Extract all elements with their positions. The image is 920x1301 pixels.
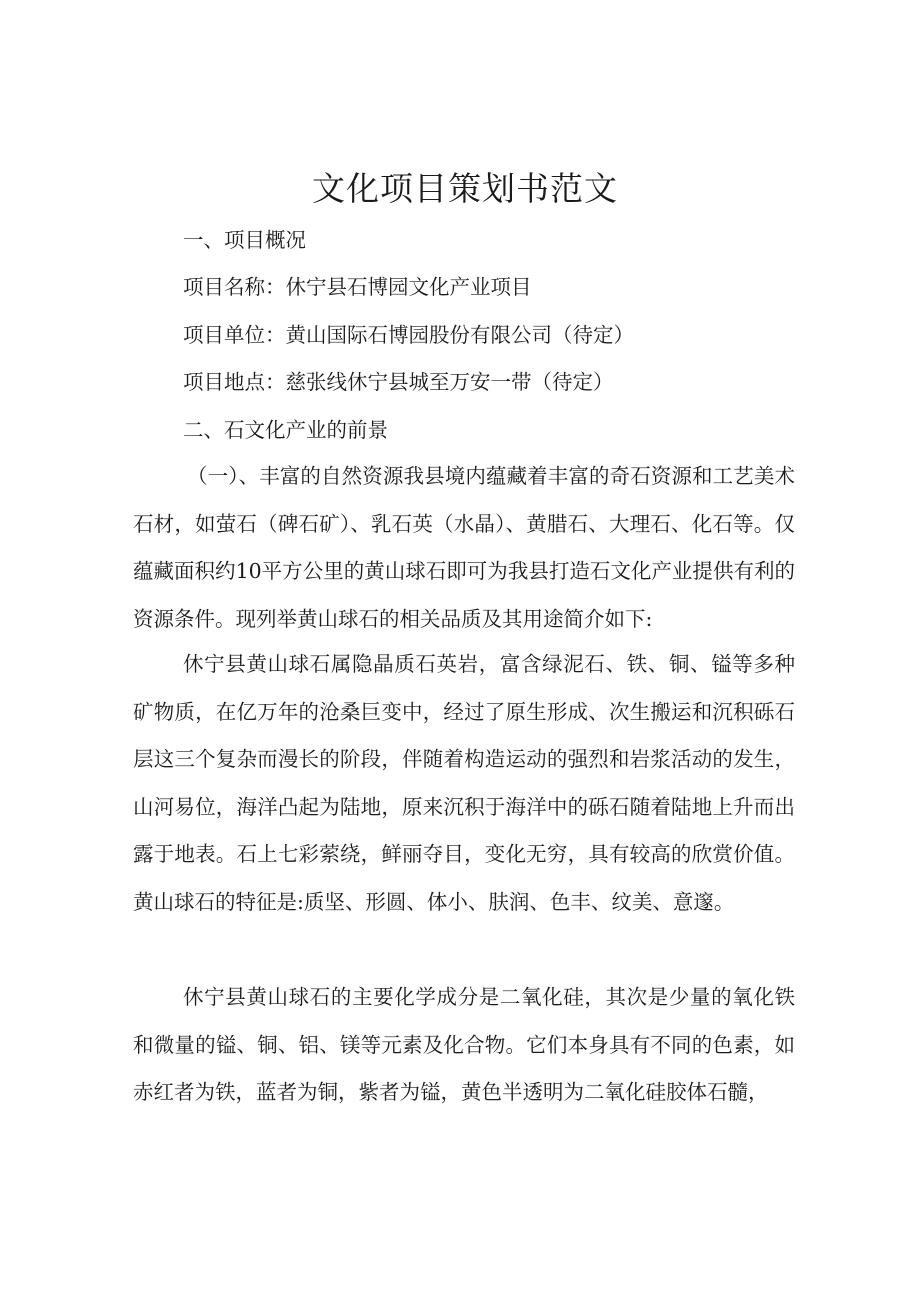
project-unit-line: 项目单位：黄山国际石博园股份有限公司（待定） xyxy=(183,323,634,347)
paragraph-stone-description: 休宁县黄山球石属隐晶质石英岩，富含绿泥石、铁、铜、镒等多种矿物质，在亿万年的沧桑巨变中，经过了原生形成、次生搬运和沉积砾石层这三个复杂而漫长的阶段，伴随着构造运动的强烈和岩浆活动的发生，山河易位，海洋凸起为陆地，原来沉积于海洋中的砾石随着陆地上升而出露于地表。石上七彩萦绕，鲜丽夺目，变化无穷，具有较高的欣赏价值。黄山球石的特征是:质坚、形圆、体小、肤润、色丰、纹美、意邃。 xyxy=(133,652,795,914)
paragraph-chemical-composition: 休宁县黄山球石的主要化学成分是二氧化硅，其次是少量的氧化铁和微量的镒、铜、铝、镁等元素及化合物。它们本身具有不同的色素，如赤红者为铁，蓝者为铜，紫者为镒，黄色半透明为二氧化硅胶体石髓， xyxy=(133,985,795,1104)
project-name-line: 项目名称：休宁县石博园文化产业项目 xyxy=(183,275,532,299)
section-heading-prospects: 二、石文化产业的前景 xyxy=(183,418,388,442)
paragraph-resources: （一）、丰富的自然资源我县境内蕴藏着丰富的奇石资源和工艺美术石材，如萤石（碑石矿）、乳石英（水晶）、黄腊石、大理石、化石等。仅蕴藏面积约10平方公里的黄山球石即可为我县打造石文化产业提供有利的资源条件。现列举黄山球石的相关品质及其用途简介如下: xyxy=(133,464,795,631)
section-heading-overview: 一、项目概况 xyxy=(183,228,306,252)
document-title: 文化项目策划书范文 xyxy=(312,169,618,208)
project-location-line: 项目地点：慈张线休宁县城至万安一带（待定） xyxy=(183,370,614,394)
